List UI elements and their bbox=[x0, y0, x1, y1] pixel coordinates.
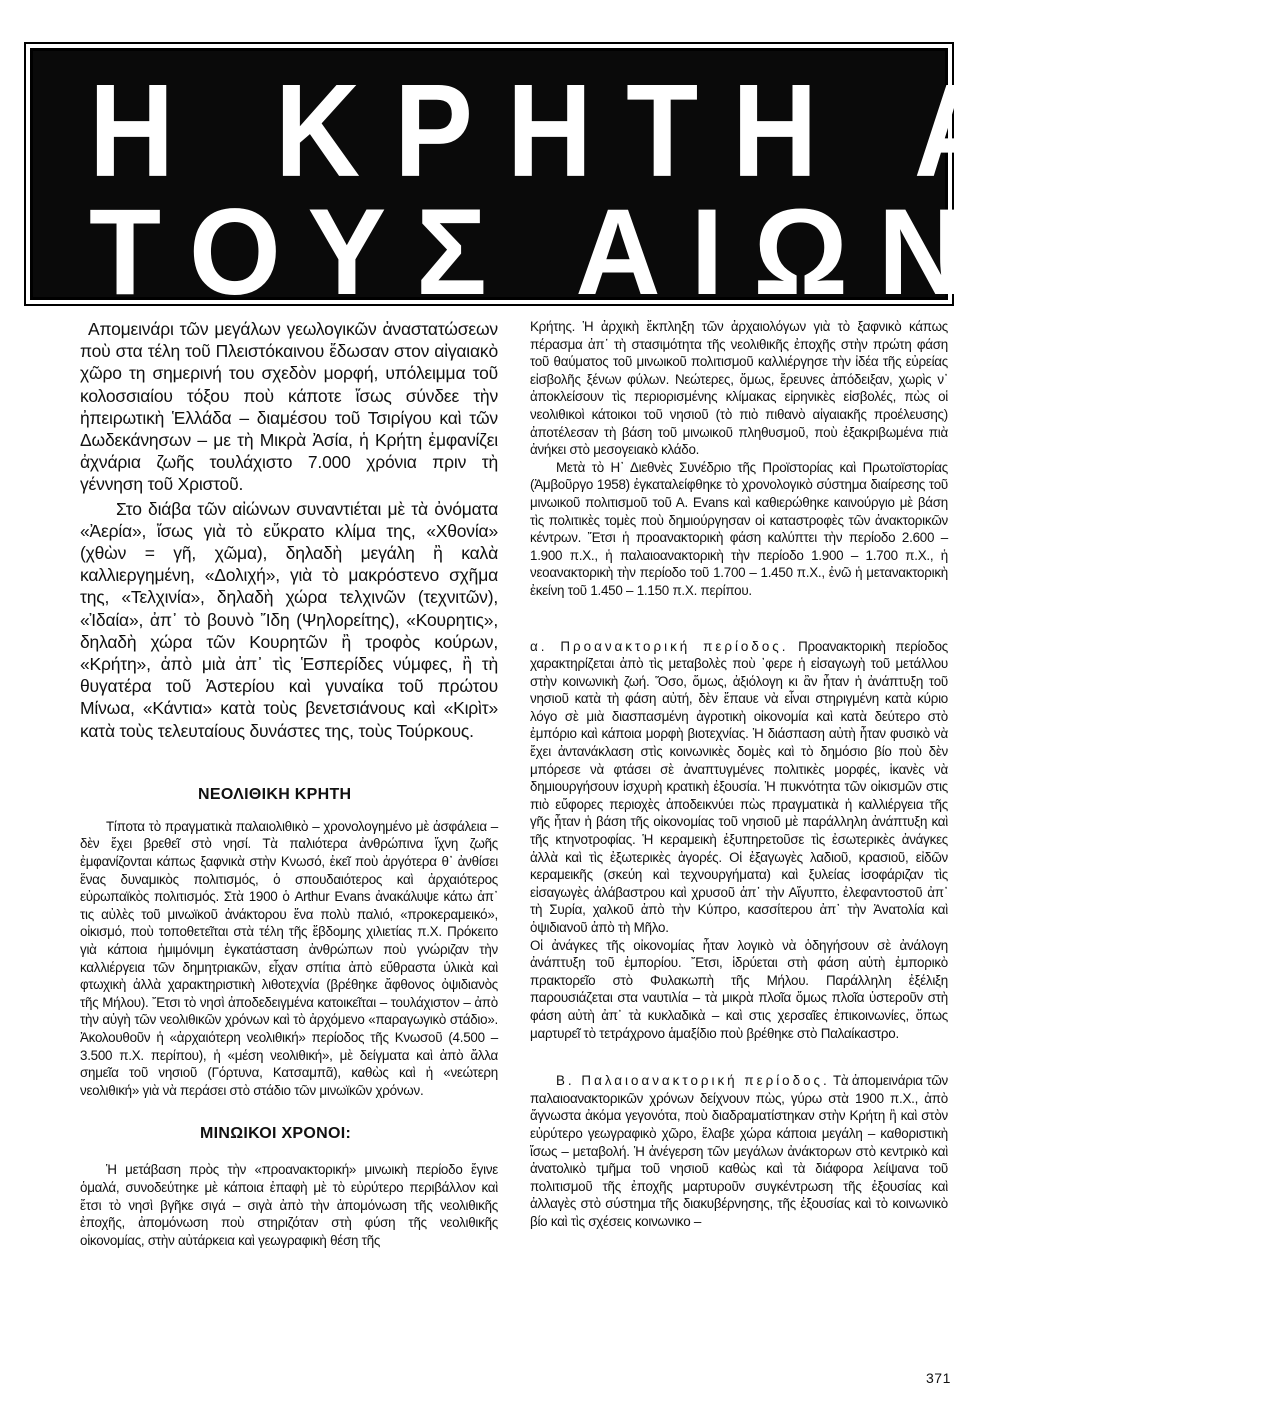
intro-paragraph-2: Στο διάβα τῶν αἰώνων συναντιέται μὲ τὰ ὀνόματα «Ἀερία», ἴσως γιὰ τὸ εὔκρατο κλίμα της, «Χθονία» (χθὼν = γῆ, χῶμα), δηλαδὴ μεγάλη ἢ καλὰ καλλιεργημένη, «Δολιχή», γιὰ τὸ μακρόστενο σχῆμα της, «Τελχινία», δηλαδὴ χώρα τελχινῶν (τεχνιτῶν), «Ἰδαία», ἀπ᾽ τὸ βουνὸ Ἴδη (Ψηλορείτης), «Κουρητις», δηλαδὴ χώρα τῶν Κουρητῶν ἢ τροφὸς κούρων, «Κρήτη», ἀπὸ μιὰ ἀπ᾽ τὶς Ἑσπερίδες νύμφες, ἢ τὴ θυγατέρα τοῦ Ἀστερίου καὶ γυναίκα τοῦ πρώτου Μίνωα, «Κάντια» κατὰ τοὺς βενετσιάνους καὶ «Κιρὶτ» κατὰ τοὺς τελευταίους δυνάστες της, τοὺς Τούρκους. bbox=[80, 498, 498, 741]
minoan-paragraph: Ἡ μετάβαση πρὸς τὴν «προανακτορική» μινωικὴ περίοδο ἔγινε ὁμαλά, συνοδεύτηκε μὲ κάποια ἐπαφὴ μὲ τὸ εὐρύτερο περιβάλλον καὶ ἔτσι τὸ νησὶ βγῆκε σιγά – σιγὰ ἀπὸ τὴν ἀπομόνωση τῆς νεολιθικῆς ἐποχῆς, ἀπομόνωση ποὺ στηριζόταν στὴ φύση τῆς νεολιθικῆς οἰκονομίας, στὴν αὐτάρκεια καὶ γεωγραφικὴ θέση τῆς bbox=[80, 1162, 498, 1248]
section-b-label: Β. Παλαιοανακτορική περίοδος. bbox=[556, 1073, 830, 1089]
title-banner bbox=[30, 48, 1271, 321]
left-column bbox=[80, 318, 498, 1249]
intro-paragraph-1: Απομεινάρι τῶν μεγάλων γεωλογικῶν ἀναστατώσεων ποὺ στα τέλη τοῦ Πλειστόκαινου ἔδωσαν στον αἰγαιακὸ χῶρο τη σημερινή του σχεδὸν μορφή, υπόλειμμα τοῦ κολοσσιαίου τόξου ποὺ κάποτε ἴσως σύνδεε τὴν ἠπειρωτικὴ Ἑλλάδα – διαμέσου τοῦ Τσιρίγου καὶ τῶν Δωδεκάνησων – με τὴ Μικρὰ Ἀσία, ἡ Κρήτη ἐμφανίζει ἀχνάρια ζωῆς τουλάχιστο 7.000 χρόνια πριν τὴ γέννηση τοῦ Χριστοῦ. bbox=[80, 319, 498, 495]
right-paragraph-1: Κρήτης. Ἡ ἀρχικὴ ἔκπληξη τῶν ἀρχαιολόγων γιὰ τὸ ξαφνικὸ κάπως πέρασμα ἀπ᾽ τὴ στασιμότητα τῆς νεολιθικῆς ἐποχῆς στὴν πρώτη φάση τοῦ θαύματος τοῦ μινωικοῦ πολιτισμοῦ καλλιέργησε τὴν ἰδέα τῆς εὐρείας εἰσβολῆς ξένων φύλων. Νεώτερες, ὅμως, ἔρευνες ἀπόδειξαν, χωρὶς ν᾽ ἀποκλείσουν τὶς περιορισμένης κλίμακας εἰρηνικὲς εἰσβολές, πὼς οἱ νεολιθικοὶ κάτοικοι τοῦ νησιοῦ (τὸ πιὸ πιθανὸ αἰγαιακῆς προέλευσης) ἀποτέλεσαν τὴ βάση τοῦ μινωικοῦ πληθυσμοῦ, ποὺ ἐξακριβωμένα πιὰ ἀνήκει στὸ μεσογειακὸ κλάδο. bbox=[530, 319, 948, 458]
right-paragraph-4: Οἱ ἀνάγκες τῆς οἰκονομίας ἦταν λογικὸ νὰ ὁδηγήσουν σὲ ἀνάλογη ἀνάπτυξη τοῦ ἐμπορίου. Ἔτσι, ἱδρύεται στὴ φάση αὐτὴ ἐμπορικὸ πρακτορεῖο στὸ Φυλακωπὴ τῆς Μήλου. Παράλληλη ἐξέλιξη παρουσιάζεται στα ναυτιλία – τὰ μικρὰ πλοῖα ὅμως πλοῖα ὑστεροῦν στὴ φάση αὐτὴ ἀπ᾽ τὰ κυκλαδικὰ – καὶ στις χερσαῖες ἐπικοινωνίες, ὅπως μαρτυρεῖ τὸ τετράχρονο ἁμαξίδιο ποὺ βρέθηκε στὸ Παλαίκαστρο. bbox=[530, 937, 948, 1041]
section-a-label: α. Προανακτορική περίοδος. bbox=[530, 638, 789, 654]
page-number: 371 bbox=[926, 1370, 951, 1386]
right-column bbox=[530, 318, 948, 1231]
section-b-paragraph bbox=[530, 1072, 948, 1230]
neolithic-heading: ΝΕΟΛΙΘΙΚΗ ΚΡΗΤΗ bbox=[198, 785, 352, 803]
section-b-text: Τὰ ἀπομεινάρια τῶν παλαιοανακτορικῶν χρόνων δείχνουν πὼς, γύρω στὰ 1900 π.Χ., ἀπὸ ἄγνωστα ἀκόμα γεγονότα, ποὺ διαδραματίστηκαν στὴν Κρήτη ἢ καὶ στὸν εὐρύτερο γεωγραφικὸ χῶρο, ἔλαβε χώρα κάποια μεγάλη – καθοριστικὴ ἴσως – μεταβολή. Ἡ ἀνέγερση τῶν μεγάλων ἀνάκτορων στὸ κεντρικὸ καὶ ἀνατολικὸ τμῆμα τοῦ νησιοῦ καθὼς καὶ τὰ διάφορα λείψανα τοῦ πολιτισμοῦ τῆς ἐποχῆς μαρτυροῦν συγκέντρωση τῆς ἐξουσίας καὶ ἀλλαγὲς στὸ σύστημα τῆς διακυβέρνησης, τῆς ἐξουσίας καὶ τὸ κοινωνικὸ βίο καὶ τὶς σχέσεις κοινωνικο – bbox=[530, 1073, 948, 1229]
neolithic-paragraph: Τίποτα τὸ πραγματικὰ παλαιολιθικὸ – χρονολογημένο μὲ ἀσφάλεια – δὲν ἔχει βρεθεῖ στὸ νησί. Τὰ παλιότερα ἀνθρώπινα ἴχνη ζωῆς ἐμφανίζονται κάπως ξαφνικὰ στὴν Κνωσό, ἐκεῖ ποὺ ἀργότερα θ᾽ ἀνθίσει ἕνας δυναμικὸς πολιτισμός, ὁ σπουδαιότερος καὶ ἀρχαιότερος εὐρωπαϊκὸς πολιτισμός. Στὰ 1900 ὁ Arthur Evans ἀνακάλυψε κάτω ἀπ᾽ τις αὐλὲς τοῦ μινωϊκοῦ ἀνάκτορου ἕνα πολὺ παλιό, «προκεραμεικό», οἰκισμό, ποὺ τοποθετεῖται στὰ τέλη τῆς ἕβδομης χιλιετίας π.Χ. Πρόκειτο γιὰ κάποια ἡμιμόνιμη ἐγκατάσταση ἀνθρώπων ποὺ γνώριζαν τὴν καλλιέργεια τῶν δημητριακῶν, εἶχαν σπίτια ἀπὸ εὔθραστα ὑλικὰ καὶ φτωχικὴ ἀλλὰ χαρακτηριστικὴ λιθοτεχνία (βρέθηκε ἄφθονος ὀψιδιανὸς τῆς Μήλου). Ἔτσι τὸ νησὶ ἀποδεδειγμένα κατοικεῖται – τουλάχιστον – ἀπὸ τὴν αὐγὴ τῶν νεολιθικῶν χρόνων καὶ τὸ ἀρχόμενο «παραγωγικὸ στάδιο». Ἀκολουθοῦν ἡ «ἀρχαιότερη νεολιθική» περίοδος τῆς Κνωσοῦ (4.500 – 3.500 π.Χ. περίπου), ἡ «μέση νεολιθική», μὲ δείγματα καὶ ἀπὸ ἄλλα σημεῖα τοῦ νησιοῦ (Γόρτυνα, Κατσαμπᾶ), καθὼς καὶ ἡ «νεώτερη νεολιθική» γιὰ νὰ περάσει στὸ στάδιο τῶν μινωϊκῶν χρόνων. bbox=[80, 818, 498, 1098]
right-paragraph-2: Μετὰ τὸ Η᾽ Διεθνὲς Συνέδριο τῆς Προϊστορίας καὶ Πρωτοϊστορίας (Ἀμβοῦργο 1958) ἐγκαταλείφθηκε τὸ χρονολογικὸ σύστημα διαίρεσης τοῦ μινωικοῦ πολιτισμοῦ τοῦ Α. Evans καὶ καθιερώθηκε καινούργιο μὲ βάση τὶς πολιτικὲς τομὲς ποὺ δημιούργησαν οἱ καταστροφὲς τῶν ἀνακτορικῶν κέντρων. Ἔτσι ἡ προανακτορικὴ φάση καλύπτει τὴν περίοδο 2.600 – 1.900 π.Χ., ἡ παλαιοανακτορικὴ τὴν περίοδο 1.900 – 1.700 π.Χ., ἡ νεοανακτορικὴ τὴν περίοδο τοῦ 1.700 – 1.450 π.Χ., ἐνῶ ἡ μετανακτορικὴ ἐκείνη τοῦ 1.450 – 1.150 π.Χ. περίπου. bbox=[530, 459, 948, 598]
section-a-text: Προανακτορικὴ περίοδος χαρακτηρίζεται ἀπὸ τὶς μεταβολὲς ποὺ ᾽φερε ἡ εἰσαγωγὴ τοῦ μετάλλου στὴν κοινωνικὴ ζωή. Ὅσο, ὅμως, ἀξιόλογη κι ἂν ἦταν ἡ ἀνάπτυξη τοῦ νησιοῦ κατὰ τὴ φάση αὐτή, δὲν ἔπαυε νὰ εἶναι στηριγμένη κατὰ κύριο λόγο σὲ μιὰ διασπασμένη ἀγροτικὴ οἰκονομία καὶ κατὰ δεύτερο στὸ ἐμπόριο καὶ κάποια μορφὴ βιοτεχνίας. Ἡ διάσπαση αὐτὴ ἦταν φυσικὸ νὰ ἔχει ἀντανάκλαση στὶς κοινωνικὲς δομὲς καὶ τὸ δημόσιο βίο ποὺ δὲν μπόρεσε νὰ φτάσει σὲ ἀναπτυγμένες πολιτικὲς μορφές, ἱκανὲς νὰ δημιουργήσουν ἰσχυρὴ κρατικὴ ἐξουσία. Ἡ πυκνότητα τῶν οἰκισμῶν στις πιὸ εὔφορες περιοχὲς ἀποδεικνύει πὼς πραγματικὰ ἡ καλλιέργεια τῆς γῆς ἦταν ἡ βάση τῆς οἰκονομίας τοῦ νησιοῦ μὲ παράλληλη ἀνάπτυξη καὶ τῆς κτηνοτροφίας. Ἡ κεραμεικὴ ἐξυπηρετοῦσε τὶς ἐσωτερικὲς ἀνάγκες ἀλλὰ καὶ τὶς ἐξωτερικὲς ἀγορές. Οἱ ἐξαγωγὲς λαδιοῦ, κρασιοῦ, εἰδῶν κεραμεικῆς (σκεύη καὶ τεχνουργήματα) καὶ ξυλείας ἰσοφάριζαν τὶς εἰσαγωγὲς ἀλάβαστρου καὶ χρυσοῦ ἀπ᾽ τὴν Αἴγυπτο, ἐλεφαντοστοῦ ἀπ᾽ τὴ Συρία, χαλκοῦ ἀπὸ τὴν Κύπρο, κασσίτερου ἀπ᾽ τὴν Ἀνατολία καὶ ὀψιδιανοῦ ἀπὸ τὴ Μῆλο. bbox=[530, 638, 948, 935]
minoan-heading: ΜΙΝΩΙΚΟΙ ΧΡΟΝΟΙ: bbox=[200, 1125, 352, 1143]
title-line-2: ΤΟΥΣ ΑΙΩΝΕΣ bbox=[89, 183, 1203, 321]
section-a-paragraph bbox=[530, 638, 948, 937]
title-line-1: Η ΚΡΗΤΗ ΑΝΑ bbox=[89, 57, 1271, 205]
